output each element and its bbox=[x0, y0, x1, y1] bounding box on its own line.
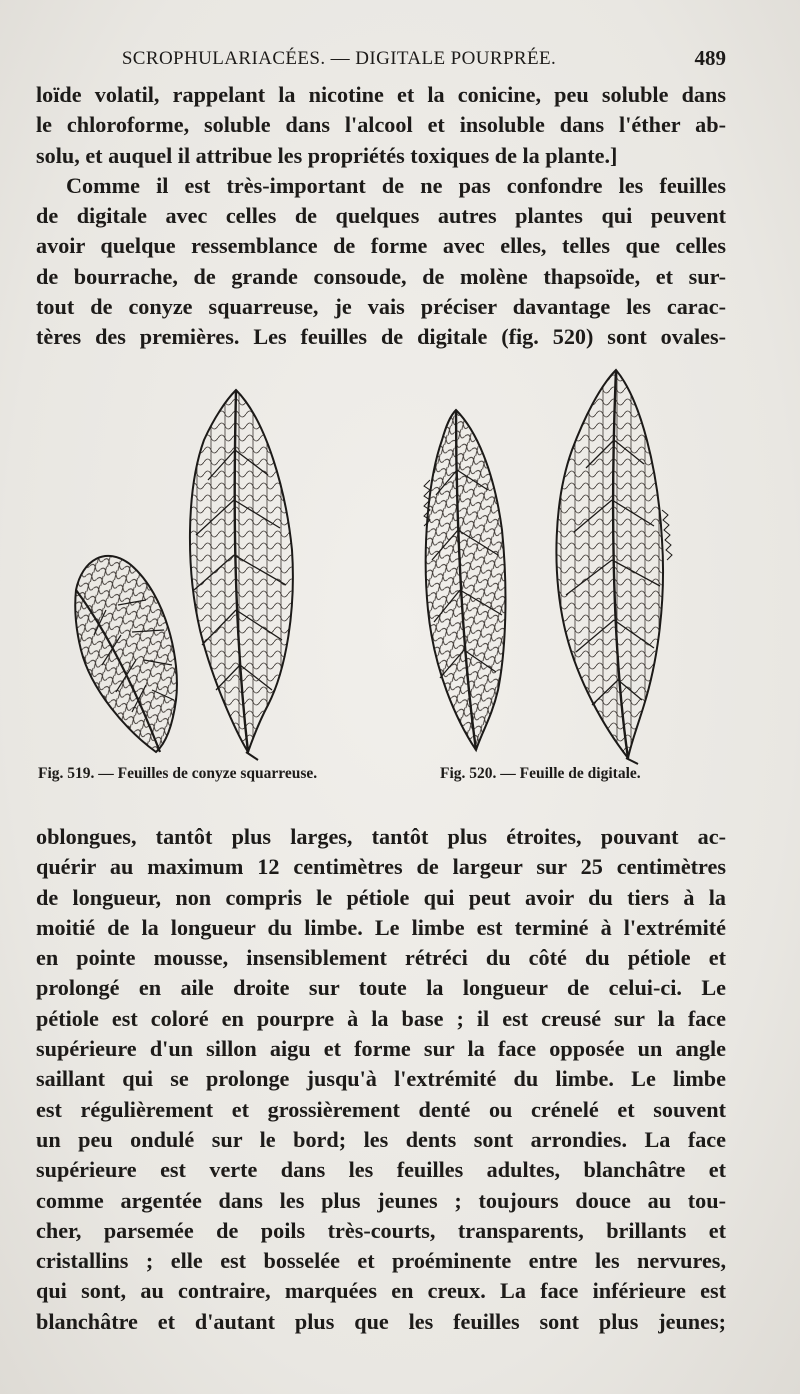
running-title: SCROPHULARIACÉES. — DIGITALE POURPRÉE. bbox=[121, 48, 557, 69]
figure-520-number: Fig. 520. bbox=[440, 765, 497, 782]
text-line: supérieure est verte dans les feuilles adultes, blanchâtre et bbox=[36, 1157, 726, 1183]
text-line: avoir quelque ressemblance de forme avec elles, telles que celles bbox=[36, 233, 726, 259]
text-line: quérir au maximum 12 centimètres de largeur sur 25 centimètres bbox=[36, 854, 726, 880]
figure-519-number: Fig. 519. bbox=[38, 765, 95, 782]
figure-519-caption bbox=[38, 765, 317, 783]
text-line: qui sont, au contraire, marquées en creux. La face inférieure est bbox=[36, 1278, 726, 1304]
text-line: est régulièrement et grossièrement denté ou crénelé et souvent bbox=[36, 1096, 726, 1122]
text-line: prolongé en aile droite sur toute la longueur de celui-ci. Le bbox=[36, 975, 726, 1001]
figure-520-caption bbox=[440, 765, 641, 783]
text-line: Comme il est très-important de ne pas confondre les feuilles bbox=[66, 172, 726, 198]
text-line: moitié de la longueur du limbe. Le limbe est terminé à l'extrémité bbox=[36, 914, 726, 940]
leaf-engraving bbox=[36, 360, 736, 770]
text-line: loïde volatil, rappelant la nicotine et la conicine, peu soluble dans bbox=[36, 82, 726, 107]
text-line: saillant qui se prolonge jusqu'à l'extrémité du limbe. Le limbe bbox=[36, 1066, 726, 1092]
text-line: cristallins ; elle est bosselée et proéminente entre les nervures, bbox=[36, 1248, 726, 1274]
page-number: 489 bbox=[694, 46, 726, 70]
text-line: tères des premières. Les feuilles de digitale (fig. 520) sont ovales- bbox=[36, 324, 726, 350]
figure-519-text: — Feuilles de conyze squarreuse. bbox=[98, 765, 318, 782]
text-line: de bourrache, de grande consoude, de molène thapsoïde, et sur- bbox=[36, 263, 726, 289]
conyze-large-leaf bbox=[190, 390, 293, 760]
top-paragraph bbox=[36, 80, 726, 353]
text-line: pétiole est coloré en pourpre à la base ; il est creusé sur la face bbox=[36, 1005, 726, 1031]
text-line: le chloroforme, soluble dans l'alcool et insoluble dans l'éther ab- bbox=[36, 112, 726, 138]
conyze-small-leaf bbox=[75, 556, 177, 752]
text-line: supérieure d'un sillon aigu et forme sur la face opposée un angle bbox=[36, 1036, 726, 1062]
digitale-left-leaf bbox=[424, 410, 505, 750]
text-line: solu, et auquel il attribue les propriétés toxiques de la plante.] bbox=[36, 142, 618, 168]
text-line: tout de conyze squarreuse, je vais préciser davantage les carac- bbox=[36, 294, 726, 320]
text-line: comme argentée dans les plus jeunes ; toujours douce au tou- bbox=[36, 1187, 726, 1213]
text-line: en pointe mousse, insensiblement rétréci du côté du pétiole et bbox=[36, 945, 726, 971]
text-line: de longueur, non compris le pétiole qui peut avoir du tiers à la bbox=[36, 884, 726, 910]
figure-520-text: — Feuille de digitale. bbox=[500, 765, 641, 782]
text-line: cher, parsemée de poils très-courts, transparents, brillants et bbox=[36, 1217, 726, 1243]
text-line: oblongues, tantôt plus larges, tantôt plus étroites, pouvant ac- bbox=[36, 824, 726, 849]
bottom-paragraph bbox=[36, 822, 726, 1337]
text-line: de digitale avec celles de quelques autres plantes qui peuvent bbox=[36, 203, 726, 229]
digitale-right-leaf bbox=[556, 370, 672, 764]
leaf-figures bbox=[36, 360, 736, 800]
text-line: un peu ondulé sur le bord; les dents sont arrondies. La face bbox=[36, 1126, 726, 1152]
text-line: blanchâtre et d'autant plus que les feuilles sont plus jeunes; bbox=[36, 1308, 726, 1334]
running-head bbox=[36, 44, 726, 74]
